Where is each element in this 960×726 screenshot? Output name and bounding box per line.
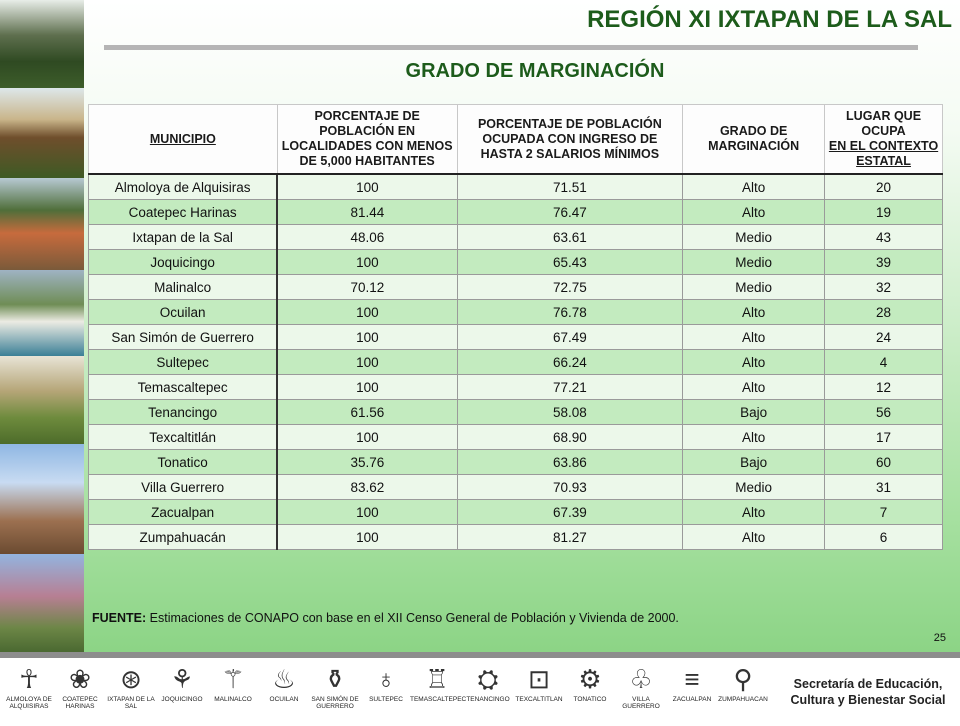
municipio-glyph-icon: ⛭ [477,664,499,694]
cell-localidades: 83.62 [277,475,457,500]
cell-ingreso: 63.61 [457,225,683,250]
cell-municipio: Malinalco [89,275,278,300]
cell-localidades: 61.56 [277,400,457,425]
cell-localidades: 100 [277,174,457,200]
cell-ingreso: 71.51 [457,174,683,200]
cell-municipio: Zacualpan [89,500,278,525]
cell-lugar: 24 [825,325,943,350]
page-title: GRADO DE MARGINACIÓN [405,60,665,82]
municipio-glyph-icon: ♁ [376,664,396,694]
cell-localidades: 100 [277,525,457,550]
municipio-glyph-icon: ☥ [19,664,39,694]
cell-lugar: 6 [825,525,943,550]
cell-grado: Alto [683,174,825,200]
table-row [89,250,943,275]
col-header-lugar [825,105,943,175]
cell-municipio: Temascaltepec [89,375,278,400]
cell-ingreso: 58.08 [457,400,683,425]
cell-grado: Bajo [683,450,825,475]
photo-strip [0,0,84,660]
municipio-logo-label: ZACUALPAN [672,696,712,703]
cell-localidades: 100 [277,500,457,525]
table-row [89,425,943,450]
cell-lugar: 19 [825,200,943,225]
cell-grado: Medio [683,225,825,250]
municipio-logo [257,662,311,722]
cell-lugar: 32 [825,275,943,300]
table-row [89,325,943,350]
cell-grado: Bajo [683,400,825,425]
cell-lugar: 20 [825,174,943,200]
table-row [89,225,943,250]
cell-ingreso: 77.21 [457,375,683,400]
table-row [89,300,943,325]
cell-grado: Medio [683,475,825,500]
cell-lugar: 56 [825,400,943,425]
municipio-logo-label: JOQUICINGO [161,696,203,703]
municipio-logo-label: IXTAPAN DE LA SAL [107,696,155,710]
municipio-logo-label: OCUILAN [269,696,299,703]
cell-ingreso: 68.90 [457,425,683,450]
col-header-lugar-line2: EN EL CONTEXTO ESTATAL [828,139,939,168]
municipio-logo-label: VILLA GUERRERO [622,696,660,710]
cell-localidades: 100 [277,350,457,375]
title-divider [104,45,918,50]
cell-lugar: 17 [825,425,943,450]
page-number: 25 [933,632,946,644]
secretaria-label [782,676,954,708]
municipio-glyph-icon: ♖ [425,664,449,694]
cell-lugar: 43 [825,225,943,250]
municipio-logo-label: TONATICO [573,696,607,703]
cell-lugar: 7 [825,500,943,525]
cell-ingreso: 76.47 [457,200,683,225]
secretaria-line1: Secretaría de Educación, [793,677,943,691]
secretaria-line2: Cultura y Bienestar Social [790,693,946,707]
municipio-logos [2,662,782,722]
municipio-logo [2,662,56,722]
region-title: REGIÓN XI IXTAPAN DE LA SAL [587,6,952,33]
cell-municipio: Tonatico [89,450,278,475]
municipio-logo-label: TEMASCALTEPEC [410,696,467,703]
municipio-glyph-icon: ⊡ [528,664,550,694]
source-note [92,611,679,625]
municipio-glyph-icon: ❀ [69,664,91,694]
table-row [89,450,943,475]
municipio-logo [512,662,566,722]
cell-municipio: Zumpahuacán [89,525,278,550]
photo-rock-peak [0,88,84,178]
footer-bar [0,652,960,726]
photo-mountain-flowers [0,554,84,660]
cell-grado: Medio [683,250,825,275]
municipio-logo [461,662,515,722]
municipio-logo-label: ZUMPAHUACAN [718,696,768,703]
municipio-logo [206,662,260,722]
cell-localidades: 100 [277,425,457,450]
col-header-municipio: MUNICIPIO [89,105,278,175]
cell-grado: Medio [683,275,825,300]
municipio-logo-label: SAN SIMÓN DE GUERRERO [311,696,359,710]
cell-lugar: 28 [825,300,943,325]
photo-pool-resort [0,270,84,356]
municipio-logo-label: SULTEPEC [369,696,403,703]
source-label: FUENTE: [92,611,147,625]
municipio-logo-label: TEXCALTITLAN [515,696,563,703]
cell-municipio: Almoloya de Alquisiras [89,174,278,200]
municipio-logo-label: COATEPEC HARINAS [62,696,98,710]
photo-field [0,356,84,444]
cell-localidades: 70.12 [277,275,457,300]
municipio-logo-label: ALMOLOYA DE ALQUISIRAS [6,696,52,710]
cell-grado: Alto [683,425,825,450]
table-row [89,275,943,300]
col-header-localidades: PORCENTAJE DE POBLACIÓN EN LOCALIDADES CON MENOS DE 5,000 HABITANTES [277,105,457,175]
col-header-ingreso: PORCENTAJE DE POBLACIÓN OCUPADA CON INGRESO DE HASTA 2 SALARIOS MÍNIMOS [457,105,683,175]
cell-lugar: 60 [825,450,943,475]
cell-municipio: Texcaltitlán [89,425,278,450]
cell-localidades: 100 [277,325,457,350]
table-row [89,500,943,525]
municipio-logo [359,662,413,722]
cell-ingreso: 63.86 [457,450,683,475]
cell-ingreso: 67.39 [457,500,683,525]
cell-municipio: San Simón de Guerrero [89,325,278,350]
photo-sky-hills [0,444,84,554]
cell-grado: Alto [683,500,825,525]
municipio-logo [308,662,362,722]
cell-grado: Alto [683,325,825,350]
cell-grado: Alto [683,300,825,325]
table-row [89,525,943,550]
cell-ingreso: 67.49 [457,325,683,350]
table-row [89,174,943,200]
cell-grado: Alto [683,375,825,400]
municipio-glyph-icon: ≡ [684,664,700,694]
cell-localidades: 81.44 [277,200,457,225]
municipio-logo-label: MALINALCO [214,696,252,703]
cell-lugar: 12 [825,375,943,400]
cell-lugar: 39 [825,250,943,275]
source-text: Estimaciones de CONAPO con base en el XII Censo General de Población y Vivienda de 2000. [146,611,679,625]
cell-ingreso: 81.27 [457,525,683,550]
cell-municipio: Coatepec Harinas [89,200,278,225]
municipio-glyph-icon: ⚚ [221,664,245,694]
municipio-glyph-icon: ⚘ [170,664,194,694]
cell-ingreso: 70.93 [457,475,683,500]
cell-municipio: Tenancingo [89,400,278,425]
cell-localidades: 100 [277,300,457,325]
municipio-glyph-icon: ⚲ [733,664,753,694]
cell-municipio: Ocuilan [89,300,278,325]
cell-localidades: 35.76 [277,450,457,475]
municipio-logo [104,662,158,722]
cell-municipio: Sultepec [89,350,278,375]
cell-grado: Alto [683,525,825,550]
table-row [89,350,943,375]
table-row [89,200,943,225]
municipio-logo [155,662,209,722]
municipio-glyph-icon: ♧ [629,664,653,694]
marginacion-table [88,104,943,550]
municipio-glyph-icon: ⚙ [578,664,602,694]
photo-church-village [0,178,84,270]
table-row [89,400,943,425]
cell-localidades: 100 [277,375,457,400]
cell-grado: Alto [683,200,825,225]
municipio-logo [665,662,719,722]
municipio-logo-label: TENANCINGO [466,696,510,703]
col-header-lugar-line1: LUGAR QUE OCUPA [846,109,922,138]
municipio-glyph-icon: ♨ [272,664,296,694]
municipio-glyph-icon: ⚱ [324,664,346,694]
cell-ingreso: 76.78 [457,300,683,325]
municipio-logo [563,662,617,722]
table-row [89,375,943,400]
municipio-logo [53,662,107,722]
cell-municipio: Ixtapan de la Sal [89,225,278,250]
cell-ingreso: 66.24 [457,350,683,375]
col-header-grado: GRADO DE MARGINACIÓN [683,105,825,175]
municipio-logo [614,662,668,722]
cell-municipio: Villa Guerrero [89,475,278,500]
municipio-logo [410,662,467,722]
cell-ingreso: 65.43 [457,250,683,275]
cell-grado: Alto [683,350,825,375]
municipio-glyph-icon: ⊛ [120,664,142,694]
cell-municipio: Joquicingo [89,250,278,275]
table-row [89,475,943,500]
table-header-row [89,105,943,175]
cell-localidades: 100 [277,250,457,275]
table-body [89,174,943,550]
cell-lugar: 31 [825,475,943,500]
cell-lugar: 4 [825,350,943,375]
cell-ingreso: 72.75 [457,275,683,300]
municipio-logo [716,662,770,722]
cell-localidades: 48.06 [277,225,457,250]
